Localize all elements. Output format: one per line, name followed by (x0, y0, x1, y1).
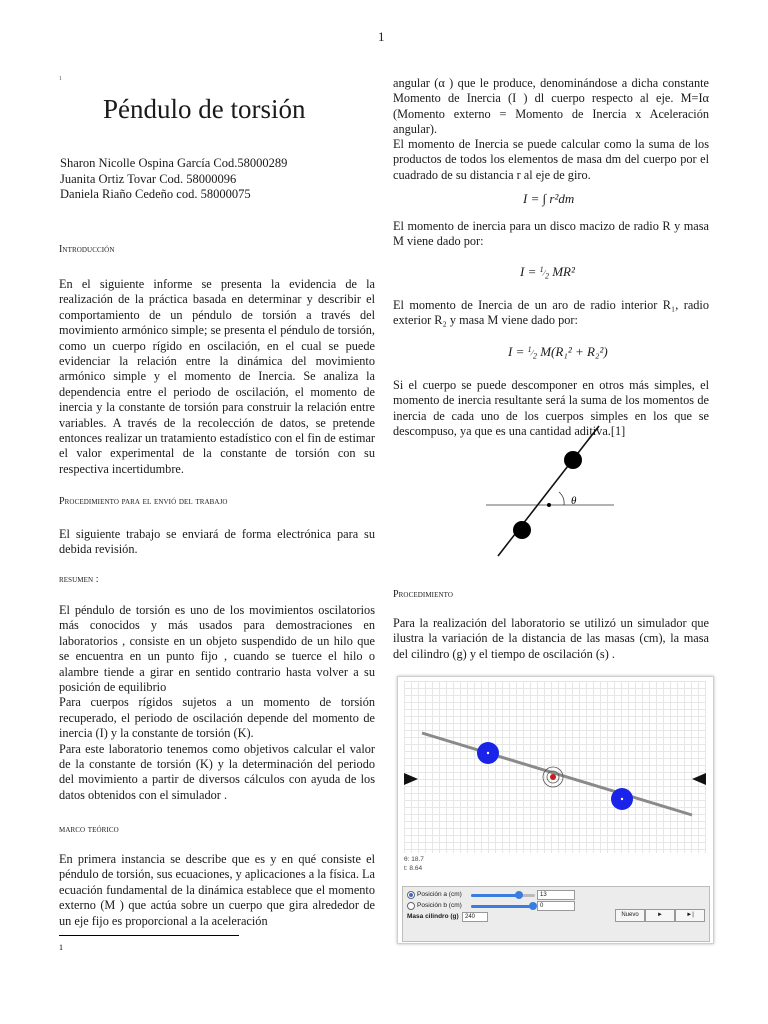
equation-rhs: MR² (552, 264, 575, 279)
corner-mark: 1 (59, 76, 62, 82)
marco-heading: marco teórico (59, 824, 119, 835)
intro-text: En el siguiente informe se presenta la evidencia de la realización de la práctica basada en determinar y describir el comportamiento de un péndulo de torsión a través del movimiento armónico simple; se presenta el péndulo de torsión, como un cuerpo rígido en oscilación, en el cual se puede evidenciar la relación entre la dinámica del movimiento armónico simple y el momento de Inercia. Se analiza la dependencia entre el periodo de oscilación, el momento de inercia y la constante de torsión para construir la relación entre variables. A través de la recolección de datos, se pretende entonces realizar un tratamiento estadístico con el fin de estimar el valor experimental de la constante de torsión con su respectiva incertidumbre. (59, 277, 375, 476)
col2-paragraph-5: Si el cuerpo se puede descomponer en otros más simples, el momento de inercia resultante será la suma de los momentos de inercia de cada uno de los cuerpos simples en los que se descompuso, ya que es una cantidad aditiva.[1] (393, 378, 709, 439)
pendulum-rod (498, 426, 599, 556)
envio-heading: Procedimiento para el envió del trabajo (59, 496, 228, 507)
fraction-denominator: 2 (532, 351, 537, 361)
control-panel (402, 886, 710, 942)
resumen-text (59, 603, 375, 803)
equation-disc (520, 264, 575, 281)
col2-paragraph-4: El momento de Inercia de un aro de radio interior R₁, radio exterior R₂ y masa M viene dado por: (393, 298, 709, 328)
fraction-half: $^1⁄_2$ (539, 265, 549, 281)
step-button[interactable]: ►| (675, 909, 705, 922)
mass-label: Masa cilindro (g) (407, 913, 459, 920)
radio-pos-a[interactable] (407, 891, 415, 899)
equation-integral: I = ∫ r²dm (523, 191, 575, 206)
envio-text: El siguiente trabajo se enviará de forma electrónica para su debida revisión. (59, 527, 375, 557)
resumen-paragraph: Para este laboratorio tenemos como objetivos calcular el valor de la constante de torsión (K) y la determinación del periodo del movimiento a partir de diversos cálculos con ayuda de los datos obtenidos con el simulador . (59, 741, 375, 802)
marco-text: En primera instancia se describe que es y en qué consiste el péndulo de torsión, sus ecuaciones, y aplicaciones a la física. La ecuación fundamental de la dinámica establece que el momento externo (M ) que actúa sobre un cuerpo que gira alrededor de un eje fijo es proporcional a la aceleración (59, 852, 375, 928)
col2-paragraph-2: El momento de Inercia se puede calcular como la suma de los productos de todos los elementos de masa dm del cuerpo por el cuadrado de su distancia r al eje de giro. (393, 137, 709, 182)
mass-input[interactable]: 240 (462, 912, 488, 922)
simulator-scene (404, 681, 706, 853)
col2-paragraph-1: angular (α ) que le produce, denominándose a dicha constante Momento de Inercia (I ) dl cuerpo respecto al eje. M=Iα (Momento externo = Momento de Inercia x Aceleración angular). (393, 76, 709, 137)
left-marker-icon (404, 773, 418, 785)
intro-heading: Introducción (59, 244, 115, 255)
pendulum-mass (513, 521, 531, 539)
pos-b-label: Posición b (cm) (417, 902, 462, 909)
author: Daniela Riaño Cedeño cod. 58000075 (60, 187, 251, 201)
play-button[interactable]: ► (645, 909, 675, 922)
fraction-numerator: 1 (539, 265, 544, 275)
theta-readout: θ: 18.7 (404, 856, 424, 863)
pivot-center (550, 774, 556, 780)
theta-label: θ (571, 495, 577, 507)
pos-b-input[interactable]: 0 (537, 901, 575, 911)
fraction-numerator: 1 (527, 345, 532, 355)
pendulum-mass (564, 451, 582, 469)
procedimiento-text: Para la realización del laboratorio se utilizó un simulador que ilustra la variación de la distancia de las masas (cm), la masa del cilindro (g) y el tiempo de oscilación (s) . (393, 616, 709, 661)
simulator-grid (404, 681, 706, 853)
pos-a-input[interactable]: 13 (537, 890, 575, 900)
mass-center-dot (487, 752, 489, 754)
paper-title: Péndulo de torsión (103, 94, 306, 124)
angle-arc (559, 492, 564, 505)
fraction-half: $^1⁄_2$ (527, 345, 537, 361)
pos-a-label: Posición a (cm) (417, 891, 462, 898)
author: Juanita Ortiz Tovar Cod. 58000096 (60, 171, 237, 186)
mass-center-dot (621, 798, 623, 800)
slider-fill (471, 894, 519, 897)
procedimiento-heading: Procedimiento (393, 589, 454, 600)
time-readout: t: 8.64 (404, 865, 423, 872)
footnote-rule (59, 935, 239, 936)
equation-lhs: I = (508, 344, 525, 359)
slider-knob[interactable] (515, 891, 523, 899)
pos-a-slider[interactable] (471, 894, 535, 897)
page-number: 1 (378, 29, 385, 44)
radio-pos-b[interactable] (407, 902, 415, 910)
pivot-point (547, 503, 551, 507)
pendulum-diagram (480, 420, 620, 565)
equation-ring (508, 344, 608, 361)
simulator-rod (422, 733, 692, 815)
new-button[interactable]: Nuevo (615, 909, 645, 922)
simulator-screenshot (397, 676, 714, 944)
right-marker-icon (692, 773, 706, 785)
equation-lhs: I = (520, 264, 537, 279)
footnote-mark: 1 (59, 943, 63, 952)
slider-knob[interactable] (529, 902, 537, 910)
col2-paragraph-3: El momento de inercia para un disco macizo de radio R y masa M viene dado por: (393, 219, 709, 249)
slider-fill (471, 905, 533, 908)
resumen-paragraph: El péndulo de torsión es uno de los movimientos oscilatorios más conocidos y más usados para demostraciones en laboratorios , consiste en un objeto suspendido de un hilo que se encuentra en un punto fijo , cuando se tuerce el hilo o alambre tiende a girar en sentido contrario hasta volver a su posición de equilibrio (59, 603, 375, 695)
pos-b-slider[interactable] (471, 905, 535, 908)
author: Sharon Nicolle Ospina García Cod.58000289 (60, 156, 288, 170)
equation-rhs: M(R₁² + R₂²) (540, 344, 608, 359)
resumen-paragraph: Para cuerpos rígidos sujetos a un momento de torsión recuperado, el periodo de oscilación depende del momento de inercia (I) y la constante de torsión (K). (59, 695, 375, 741)
fraction-denominator: 2 (544, 271, 549, 281)
author-list (60, 156, 287, 203)
resumen-heading: resumen : (59, 574, 99, 585)
